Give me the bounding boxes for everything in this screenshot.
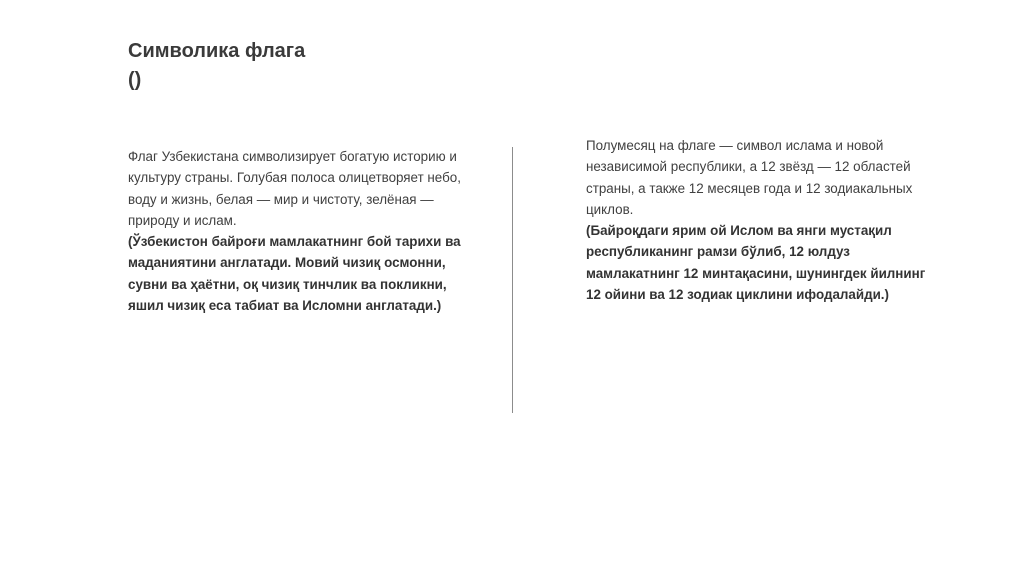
slide-title-line-2: (): [128, 69, 142, 91]
right-uzbek-paragraph: (Байроқдаги ярим ой Ислом ва янги мустақил республиканинг рамзи бўлиб, 12 юлдуз мамлакатнинг 12 минтақасини, шунингдек йилнинг 12 ойини ва 12 зодиак циклини ифодалайди.): [586, 223, 926, 303]
slide-title: [128, 37, 548, 95]
right-russian-paragraph: Полумесяц на флаге — символ ислама и новой независимой республики, а 12 звёзд — 12 областей страны, а также 12 месяцев года и 12 зодиакальных циклов.: [586, 138, 913, 217]
right-text-column: [586, 135, 931, 305]
left-russian-paragraph: Флаг Узбекистана символизирует богатую историю и культуру страны. Голубая полоса олицетворяет небо, воду и жизнь, белая — мир и чистоту, зелёная — природу и ислам.: [128, 149, 461, 228]
left-uzbek-paragraph: (Ўзбекистон байроғи мамлакатнинг бой тарихи ва маданиятини англатади. Мовий чизиқ осмонни, сувни ва ҳаётни, оқ чизиқ тинчлик ва покликни, яшил чизиқ еса табиат ва Исломни англатади.): [128, 234, 461, 314]
column-divider: [512, 147, 513, 413]
left-text-column: [128, 146, 473, 316]
slide-title-line-1: Символика флага: [128, 40, 306, 62]
